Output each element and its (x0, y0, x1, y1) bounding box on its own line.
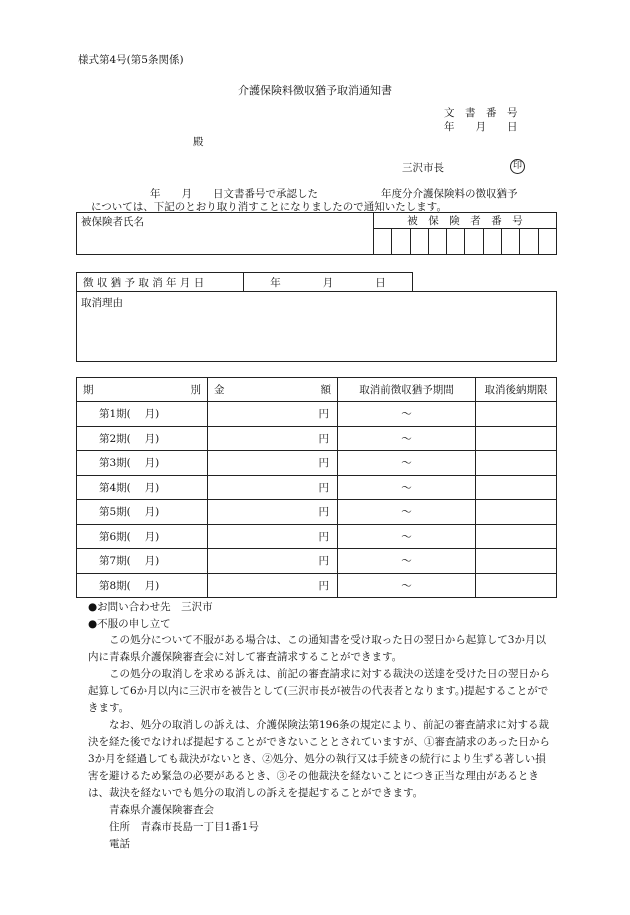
period-cell: 第6期( 月) (77, 524, 208, 549)
table-row (77, 573, 557, 598)
cancel-date-value[interactable]: 年 月 日 (244, 273, 413, 292)
reason-label: 取消理由 (81, 297, 123, 309)
insured-number-digit[interactable] (501, 229, 519, 255)
table-row (77, 549, 557, 574)
page-title: 介護保険料徴収猶予取消通知書 (238, 84, 392, 97)
amount-cell[interactable]: 円 (208, 549, 338, 574)
contact-info: ●お問い合わせ先 三沢市 (88, 601, 213, 613)
reason-field[interactable] (77, 292, 557, 362)
period-cell: 第2期( 月) (77, 426, 208, 451)
after-deadline-cell[interactable] (476, 524, 557, 549)
table-row (77, 475, 557, 500)
after-deadline-cell[interactable] (476, 573, 557, 598)
table-row (77, 426, 557, 451)
objection-body (88, 632, 554, 853)
objection-paragraph-1: この処分について不服がある場合は、この通知書を受け取った日の翌日から起算して3か月以内に青森県介護保険審査会に対して審査請求することができます。 (88, 634, 546, 663)
period-cell: 第7期( 月) (77, 549, 208, 574)
period-cell: 第3期( 月) (77, 451, 208, 476)
review-board-address: 住所 青森市長島一丁目1番1号 (109, 821, 259, 833)
objection-paragraph-3: なお、処分の取消しの訴えは、介護保険法第196条の規定により、前記の審査請求に対する裁決を経た後でなければ提起することができないこととされていますが、①審査請求のあった日から3か月を経過しても裁決がないとき、②処分、処分の執行又は手続きの続行により生ずる著しい損害を避けるため緊急の必要があるとき、③その他裁決を経ないことにつき正当な理由があるときは、裁決を経ないでも処分の取消しの訴えを提起することができます。 (88, 719, 550, 799)
header-period-right: 別 (190, 384, 201, 396)
after-deadline-cell[interactable] (476, 500, 557, 525)
table-row (77, 402, 557, 427)
after-deadline-cell[interactable] (476, 475, 557, 500)
before-period-cell[interactable]: ～ (338, 500, 476, 525)
amount-cell[interactable]: 円 (208, 524, 338, 549)
before-period-cell[interactable]: ～ (338, 426, 476, 451)
amount-cell[interactable]: 円 (208, 573, 338, 598)
date-label: 年 月 日 (444, 121, 518, 133)
addressee-suffix: 殿 (193, 136, 204, 148)
insured-number-digit[interactable] (538, 229, 556, 255)
before-period-cell[interactable]: ～ (338, 573, 476, 598)
before-period-cell[interactable]: ～ (338, 475, 476, 500)
insured-name-label: 被保険者氏名 (81, 216, 144, 228)
header-amount-left: 金 (214, 384, 225, 396)
header-period (77, 378, 208, 402)
insured-number-digit[interactable] (520, 229, 538, 255)
objection-heading: ●不服の申し立て (88, 618, 171, 630)
period-cell: 第8期( 月) (77, 573, 208, 598)
cancel-date-label: 徴 収 猶 予 取 消 年 月 日 (77, 273, 244, 292)
amount-cell[interactable]: 円 (208, 402, 338, 427)
review-board-phone: 電話 (109, 838, 130, 850)
before-period-cell[interactable]: ～ (338, 451, 476, 476)
period-table (76, 377, 557, 598)
period-cell: 第4期( 月) (77, 475, 208, 500)
amount-cell[interactable]: 円 (208, 451, 338, 476)
after-deadline-cell[interactable] (476, 426, 557, 451)
period-cell: 第1期( 月) (77, 402, 208, 427)
after-deadline-cell[interactable] (476, 451, 557, 476)
header-before-period: 取消前徴収猶予期間 (338, 378, 476, 402)
cancel-date-table (76, 272, 413, 292)
intro-line-1: 年 月 日文書番号で承認した 年度分介護保険料の徴収猶予 (150, 188, 518, 200)
period-cell: 第5期( 月) (77, 500, 208, 525)
amount-cell[interactable]: 円 (208, 475, 338, 500)
insured-number-digit[interactable] (447, 229, 465, 255)
insured-table (76, 212, 557, 255)
insured-number-digit[interactable] (392, 229, 410, 255)
header-period-left: 期 (83, 384, 94, 396)
official-seal: 印 (510, 159, 525, 174)
amount-cell[interactable]: 円 (208, 500, 338, 525)
insured-number-label: 被 保 険 者 番 号 (374, 213, 557, 229)
before-period-cell[interactable]: ～ (338, 524, 476, 549)
after-deadline-cell[interactable] (476, 549, 557, 574)
document-number-label: 文 書 番 号 (444, 107, 518, 119)
reason-table (76, 291, 557, 362)
form-number: 様式第4号(第5条関係) (78, 54, 184, 66)
amount-cell[interactable]: 円 (208, 426, 338, 451)
insured-number-digit[interactable] (410, 229, 428, 255)
mayor-name: 三沢市長 (402, 162, 444, 174)
review-board-name: 青森県介護保険審査会 (109, 804, 214, 816)
insured-number-digit[interactable] (465, 229, 483, 255)
before-period-cell[interactable]: ～ (338, 402, 476, 427)
header-after-deadline: 取消後納期限 (476, 378, 557, 402)
insured-number-digit[interactable] (428, 229, 446, 255)
table-row (77, 451, 557, 476)
insured-number-digit[interactable] (374, 229, 392, 255)
table-row (77, 524, 557, 549)
after-deadline-cell[interactable] (476, 402, 557, 427)
insured-name-field[interactable] (77, 213, 374, 255)
header-amount-right: 額 (320, 384, 331, 396)
intro-line-2: については、下記のとおり取り消すことになりましたので通知いたします。 (91, 201, 447, 213)
header-amount (208, 378, 338, 402)
before-period-cell[interactable]: ～ (338, 549, 476, 574)
insured-number-digit[interactable] (483, 229, 501, 255)
table-row (77, 500, 557, 525)
objection-paragraph-2: この処分の取消しを求める訴えは、前記の審査請求に対する裁決の送達を受けた日の翌日から起算して6か月以内に三沢市を被告として(三沢市長が被告の代表者となります。)提起することができます。 (88, 668, 550, 714)
